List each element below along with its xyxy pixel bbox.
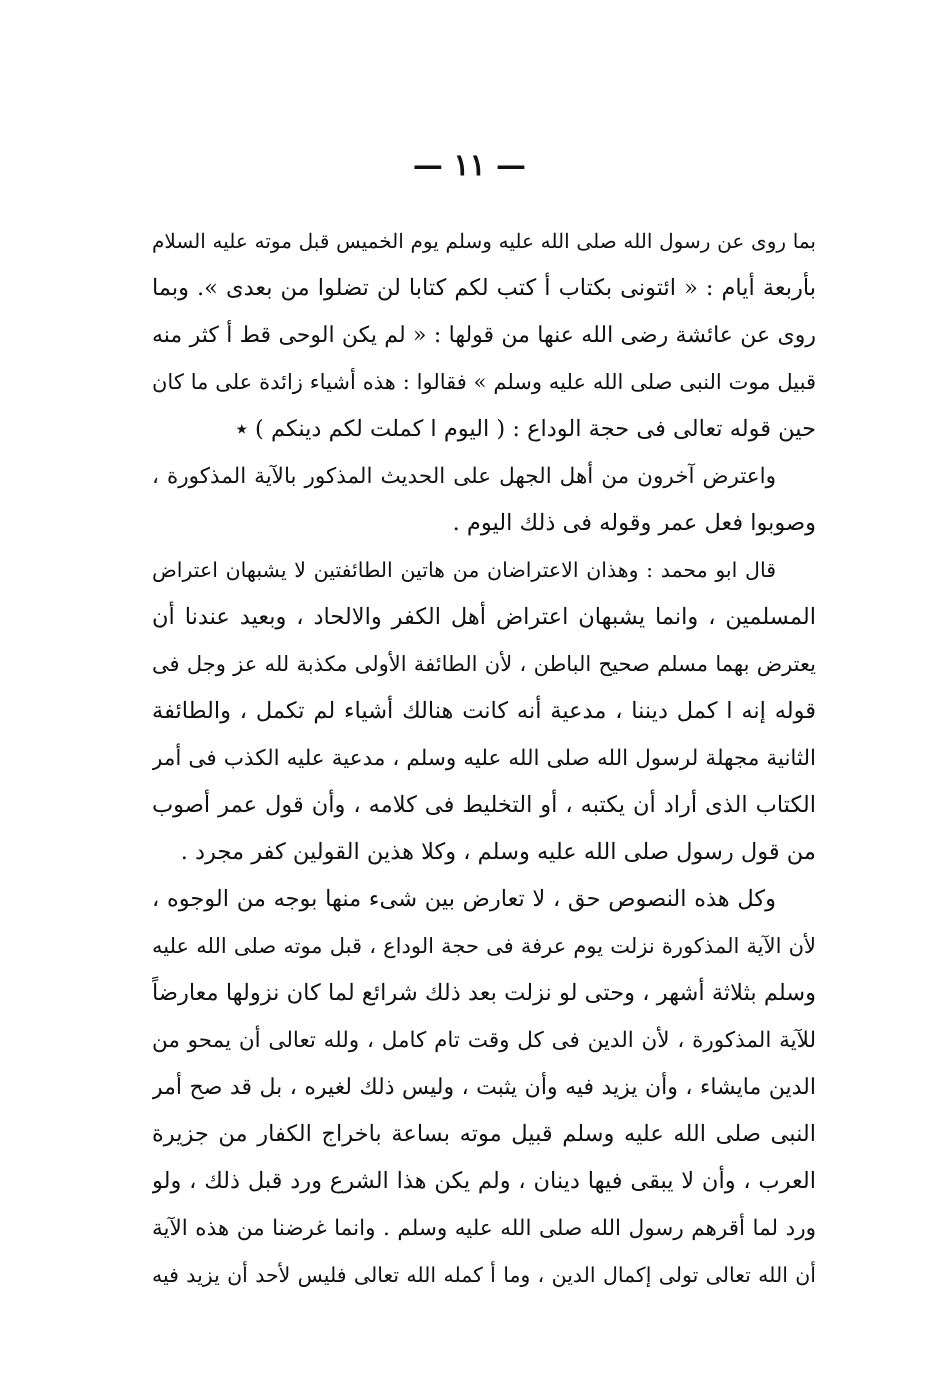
text-line: وكل هذه النصوص حق ، لا تعارض بين شىء منها بوجه من الوجوه ،: [152, 886, 776, 912]
text-line: ورد لما أقرهم رسول الله صلى الله عليه وسلم . وانما غرضنا من هذه الآية: [152, 1216, 816, 1241]
text-line: بأربعة أيام : « ائتونى بكتاب أ كتب لكم كتابا لن تضلوا من بعدى ». وبما: [152, 275, 816, 301]
text-line: أن الله تعالى تولى إكمال الدين ، وما أ كمله الله تعالى فليس لأحد أن يزيد فيه: [152, 1263, 816, 1287]
text-line: الثانية مجهلة لرسول الله صلى الله عليه وسلم ، مدعية عليه الكذب فى أمر: [152, 746, 816, 771]
text-line: العرب ، وأن لا يبقى فيها دينان ، ولم يكن هذا الشرع ورد قبل ذلك ، ولو: [152, 1168, 816, 1194]
text-line: وسلم بثلاثة أشهر ، وحتى لو نزلت بعد ذلك شرائع لما كان نزولها معارضاً: [152, 980, 816, 1006]
text-line: واعترض آخرون من أهل الجهل على الحديث المذكور بالآية المذكورة ،: [152, 464, 776, 489]
text-line: المسلمين ، وانما يشبهان اعتراض أهل الكفر والالحاد ، وبعيد عندنا أن: [152, 604, 816, 630]
text-line: بما روى عن رسول الله صلى الله عليه وسلم يوم الخميس قبل موته عليه السلام: [152, 229, 816, 253]
text-line: من قول رسول صلى الله عليه وسلم ، وكلا هذين القولين كفر مجرد .: [180, 839, 816, 865]
text-line: يعترض بهما مسلم صحيح الباطن ، لأن الطائفة الأولى مكذبة لله عز وجل فى: [152, 652, 816, 676]
text-line: الكتاب الذى أراد أن يكتبه ، أو التخليط فى كلامه ، وأن قول عمر أصوب: [152, 792, 816, 818]
text-line: وصوبوا فعل عمر وقوله فى ذلك اليوم .: [452, 510, 816, 536]
text-line: للآية المذكورة ، لأن الدين فى كل وقت تام كامل ، ولله تعالى أن يمحو من: [152, 1028, 816, 1053]
text-line: روى عن عائشة رضى الله عنها من قولها : « لم يكن الوحى قط أ كثر منه: [152, 323, 816, 348]
body-text: [152, 218, 816, 1299]
page-number: — ١١ —: [412, 148, 527, 183]
text-line: النبى صلى الله عليه وسلم قبيل موته بساعة باخراج الكفار من جزيرة: [152, 1121, 816, 1147]
text-line: لأن الآية المذكورة نزلت يوم عرفة فى حجة الوداع ، قبل موته صلى الله عليه: [152, 934, 816, 958]
text-line: قبيل موت النبى صلى الله عليه وسلم » فقالوا : هذه أشياء زائدة على ما كان: [152, 370, 816, 394]
text-line: قال ابو محمد : وهذان الاعتراضان من هاتين الطائفتين لا يشبهان اعتراض: [152, 558, 776, 582]
text-line: حين قوله تعالى فى حجة الوداع : ( اليوم ا كملت لكم دينكم ) ٭: [235, 416, 816, 442]
text-line: الدين مايشاء ، وأن يزيد فيه وأن يثبت ، وليس ذلك لغيره ، بل قد صح أمر: [152, 1075, 816, 1100]
text-line: قوله إنه ا كمل ديننا ، مدعية أنه كانت هنالك أشياء لم تكمل ، والطائفة: [152, 698, 816, 724]
